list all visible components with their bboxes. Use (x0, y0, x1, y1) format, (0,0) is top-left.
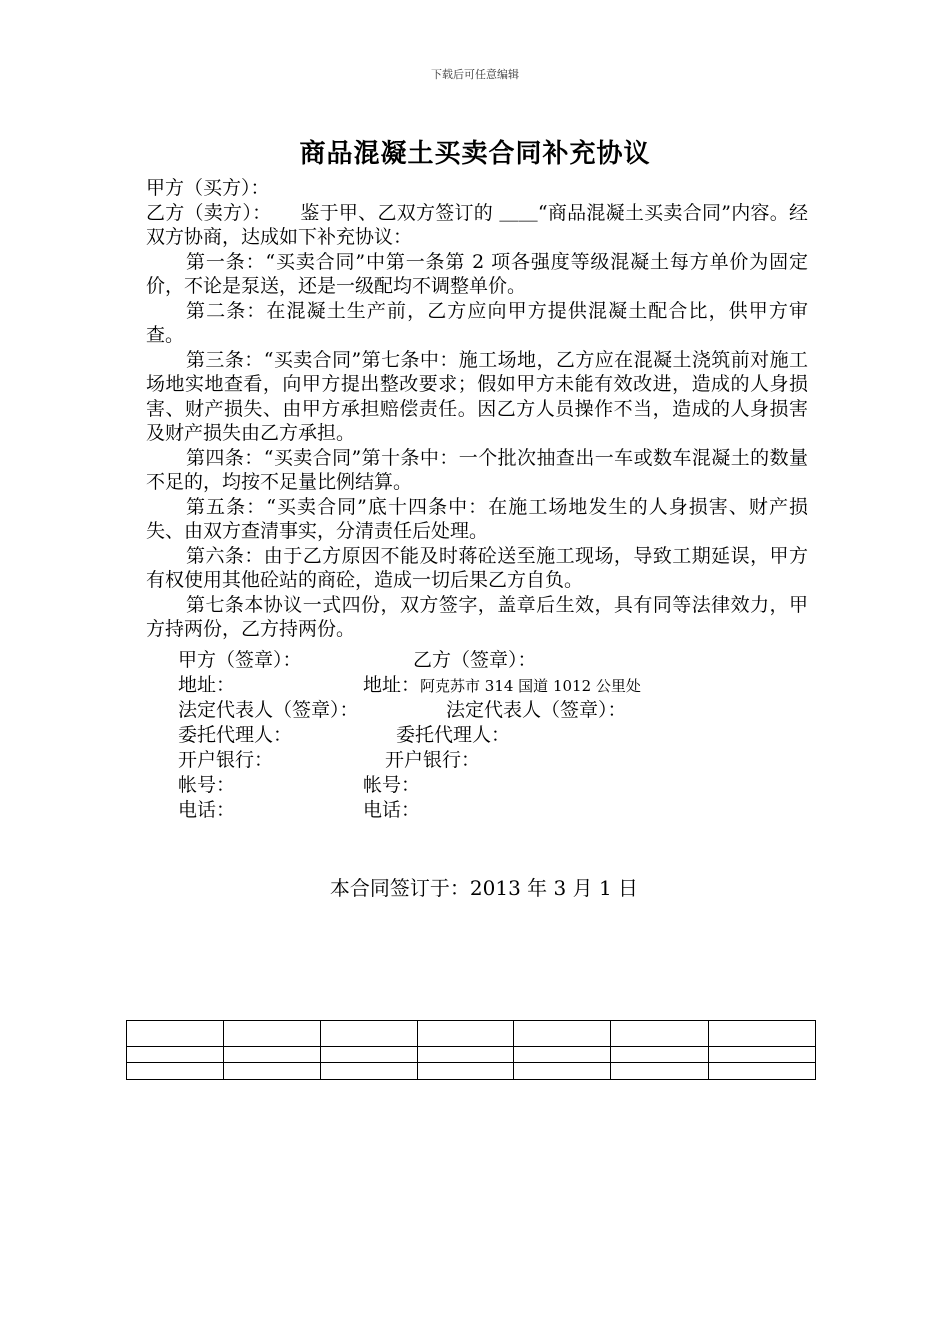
table-cell (514, 1047, 611, 1063)
party-b-legal-rep-label: 法定代表人（签章）： (446, 699, 627, 721)
signature-row-agent (178, 723, 511, 747)
clause-7: 第七条本协议一式四份，双方签字，盖章后生效，具有同等法律效力，甲方持两份，乙方持两份。 (146, 593, 808, 640)
table-row (127, 1063, 816, 1080)
party-a-bank-label: 开户银行： (178, 749, 274, 771)
party-a-agent-label: 委托代理人： (178, 724, 293, 746)
party-b-agent-label: 委托代理人： (396, 724, 511, 746)
table-cell (514, 1021, 611, 1047)
party-b-bank-label: 开户银行： (385, 749, 481, 771)
table-row (127, 1047, 816, 1063)
table-cell (320, 1063, 417, 1080)
table-cell (127, 1047, 224, 1063)
table-cell (417, 1047, 514, 1063)
party-a-legal-rep-label: 法定代表人（签章）： (178, 699, 359, 721)
table-cell (320, 1021, 417, 1047)
clause-3: 第三条：“买卖合同”第七条中：施工场地，乙方应在混凝土浇筑前对施工场地实地查看，向甲方提出整改要求；假如甲方未能有效改进，造成的人身损害、财产损失、由甲方承担赔偿责任。因乙方人员操作不当，造成的人身损害及财产损失由乙方承担。 (146, 348, 808, 444)
table-cell (127, 1063, 224, 1080)
table-cell (417, 1021, 514, 1047)
clause-2: 第二条：在混凝土生产前，乙方应向甲方提供混凝土配合比，供甲方审查。 (146, 299, 808, 346)
table-cell (223, 1021, 320, 1047)
party-b-seal-label: 乙方（签章）： (413, 649, 537, 671)
empty-footer-table (126, 1020, 816, 1080)
contract-body (146, 176, 808, 642)
party-a-seal-label: 甲方（签章）： (178, 649, 302, 671)
table-cell (709, 1021, 816, 1047)
party-a-address-label: 地址： (178, 674, 236, 696)
party-b-address-label: 地址： (363, 674, 421, 696)
table-cell (223, 1063, 320, 1080)
party-b-address-value: 阿克苏市 314 国道 1012 公里处 (420, 677, 641, 695)
clause-4: 第四条：“买卖合同”第十条中：一个批次抽查出一车或数车混凝土的数量不足的，均按不足量比例结算。 (146, 446, 808, 493)
table-cell (611, 1021, 709, 1047)
table-cell (709, 1063, 816, 1080)
party-b-address (363, 673, 641, 698)
signed-date: 本合同签订于：2013 年 3 月 1 日 (329, 876, 639, 900)
party-b-preamble: 乙方（卖方）： 鉴于甲、乙双方签订的 ＿＿“商品混凝土买卖合同”内容。经双方协商，达成如下补充协议： (146, 201, 808, 248)
clause-1: 第一条：“买卖合同”中第一条第 2 项各强度等级混凝土每方单价为固定价，不论是泵送，还是一级配均不调整单价。 (146, 250, 808, 297)
table-cell (127, 1021, 224, 1047)
party-a-line: 甲方（买方）： (146, 177, 270, 199)
table-cell (611, 1063, 709, 1080)
document-title: 商品混凝土买卖合同补充协议 (299, 139, 651, 169)
header-note: 下载后可任意编辑 (431, 68, 519, 81)
signature-row-address (178, 673, 641, 697)
table-cell (611, 1047, 709, 1063)
signature-row-bank (178, 748, 481, 772)
clause-5: 第五条：“买卖合同”底十四条中：在施工场地发生的人身损害、财产损失、由双方查清事实，分清责任后处理。 (146, 495, 808, 542)
signature-row-account (178, 773, 421, 797)
table-row (127, 1021, 816, 1047)
party-b-account-label: 帐号： (363, 774, 421, 796)
party-b-phone-label: 电话： (363, 799, 421, 821)
table-cell (514, 1063, 611, 1080)
table-cell (223, 1047, 320, 1063)
signature-row-seal (178, 648, 537, 672)
table-cell (417, 1063, 514, 1080)
party-a-phone-label: 电话： (178, 799, 236, 821)
table-cell (709, 1047, 816, 1063)
clause-6: 第六条：由于乙方原因不能及时蒋砼送至施工现场，导致工期延误，甲方有权使用其他砼站的商砼，造成一切后果乙方自负。 (146, 544, 808, 591)
table-cell (320, 1047, 417, 1063)
signature-row-phone (178, 798, 421, 822)
signature-row-legal-rep (178, 698, 627, 722)
party-a-account-label: 帐号： (178, 774, 236, 796)
